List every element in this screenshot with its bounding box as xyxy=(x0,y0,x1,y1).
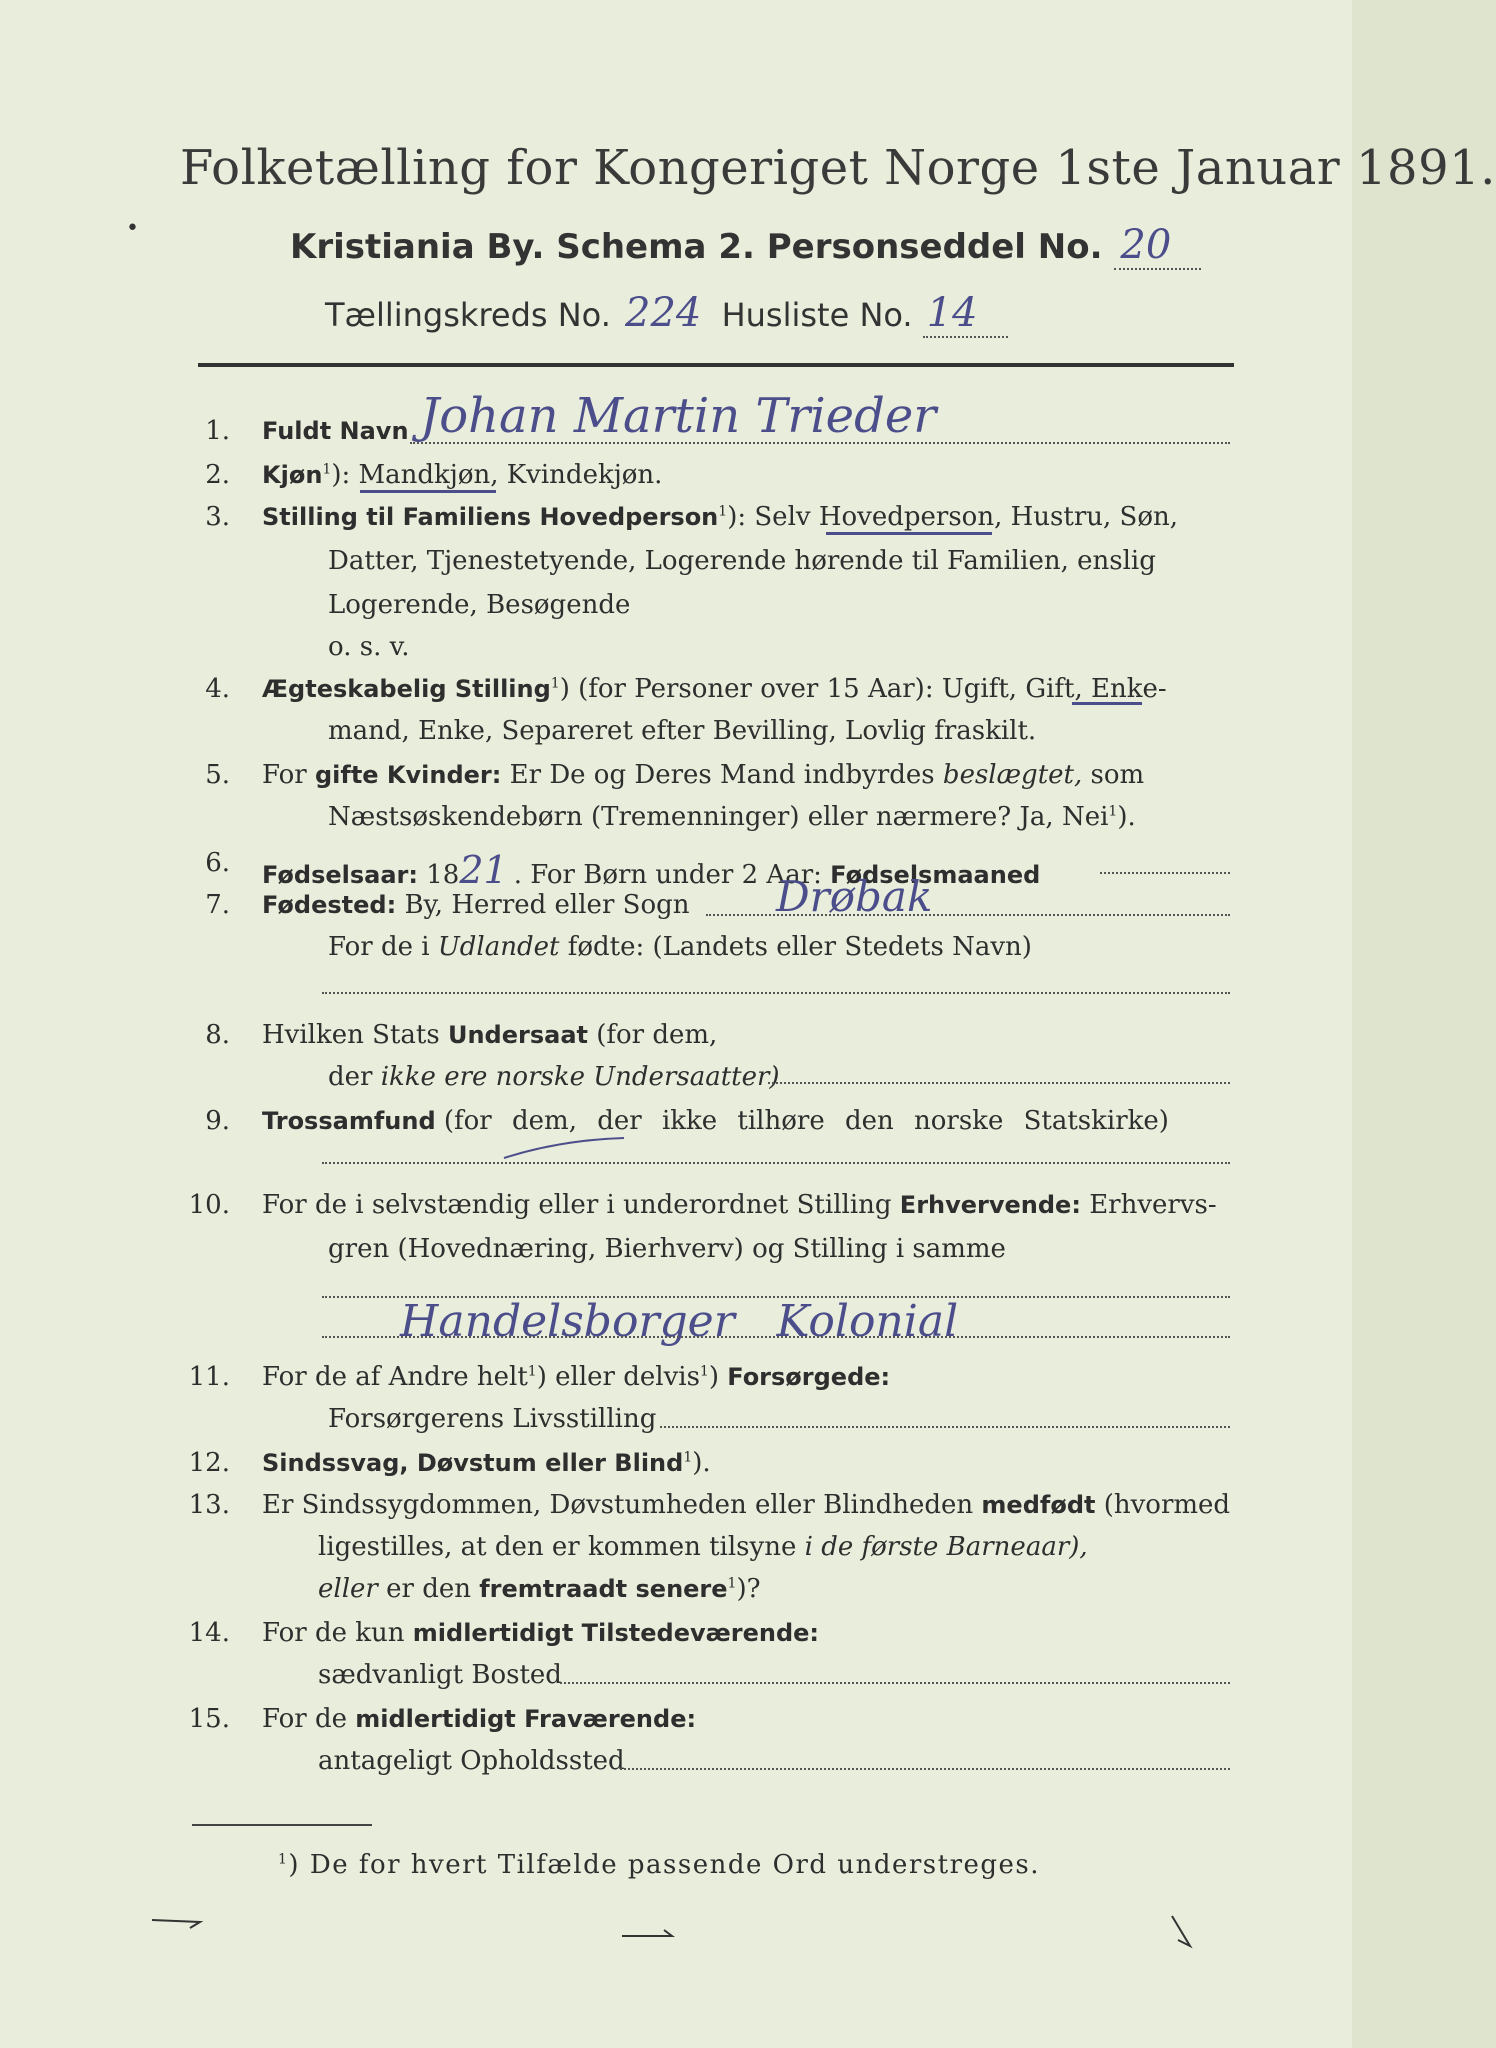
field-4-label: Ægteskabelig Stilling xyxy=(262,675,551,703)
field-13-label-2: fremtraadt senere xyxy=(479,1575,728,1603)
field-3-sup: 1 xyxy=(718,503,728,520)
field-10-line-1 xyxy=(262,1190,1217,1220)
field-6-label: Fødselsaar: xyxy=(262,861,418,889)
field-15-number: 15. xyxy=(188,1704,230,1734)
field-11-line xyxy=(660,1426,1230,1428)
field-5-sup: 1 xyxy=(1108,803,1118,820)
husliste-label: Husliste No. xyxy=(721,296,913,334)
field-10-line-2: gren (Hovednæring, Bierhverv) og Stilling i samme xyxy=(328,1234,1006,1264)
ink-mark-center xyxy=(620,1926,680,1946)
field-7-text-2b: Udlandet xyxy=(437,932,560,962)
field-5-text-1c: som xyxy=(1090,760,1145,790)
field-13-line-1 xyxy=(262,1490,1230,1520)
field-8-number: 8. xyxy=(205,1020,230,1050)
field-11-line-2: Forsørgerens Livsstilling xyxy=(328,1404,657,1434)
field-4-number: 4. xyxy=(205,674,230,704)
field-7-text-2c: fødte: (Landets eller Stedets Navn) xyxy=(567,932,1032,962)
field-15-line-2: antageligt Opholdssted xyxy=(318,1746,625,1776)
schema-line: Kristiania By. Schema 2. Personseddel No. xyxy=(290,227,1103,267)
field-13-text-3a: eller xyxy=(318,1574,378,1604)
field-11-number: 11. xyxy=(188,1362,230,1392)
field-6-text: . For Børn under 2 Aar: xyxy=(513,860,822,890)
kreds-number: 224 xyxy=(625,290,702,336)
field-12-sup: 1 xyxy=(683,1449,693,1466)
field-13-text-1a: Er Sindssygdommen, Døvstumheden eller Blindheden xyxy=(262,1490,974,1520)
field-11-text-1b: ) eller delvis xyxy=(536,1362,700,1392)
field-12: Sindssvag, Døvstum eller Blind$^1$). xyxy=(262,1448,711,1478)
husliste-number: 14 xyxy=(923,290,1008,338)
field-13-line-2 xyxy=(318,1532,1088,1562)
field-5-line-2: Næstsøskendebørn (Tremenninger) eller nærmere? Ja, Nei$^1$). xyxy=(328,802,1136,832)
field-9-text: (for dem, der ikke tilhøre den norske Statskirke) xyxy=(443,1106,1169,1136)
field-3-line-2: Datter, Tjenestetyende, Logerende hørende til Familien, enslig xyxy=(328,546,1156,576)
ink-mark-left xyxy=(150,1912,210,1932)
field-13-text-3c: ? xyxy=(746,1574,761,1604)
field-5-label: gifte Kvinder: xyxy=(314,761,502,789)
field-12-number: 12. xyxy=(188,1448,230,1478)
field-3-text-1: ): Selv Hovedperson, Hustru, Søn, xyxy=(727,502,1179,532)
field-13-sup: 1 xyxy=(727,1575,737,1592)
field-1 xyxy=(262,416,409,446)
field-14-line xyxy=(560,1682,1230,1684)
field-11-line-1: For de af Andre helt$^1$) eller delvis$^1$) Forsørgede: xyxy=(262,1362,891,1392)
field-3-line-4: o. s. v. xyxy=(328,632,410,662)
field-14-line-1 xyxy=(262,1618,819,1648)
field-4-underline xyxy=(1072,702,1142,705)
field-6-label-2: Fødselsmaaned xyxy=(830,861,1041,889)
field-11-sup-1: 1 xyxy=(527,1363,537,1380)
field-10-label: Erhvervende: xyxy=(899,1191,1081,1219)
footnote-text: De for hvert Tilfælde passende Ord understreges. xyxy=(309,1850,1041,1880)
field-9-dash-mark xyxy=(500,1134,630,1164)
field-2-text: ): Mandkjøn, Kvindekjøn. xyxy=(331,460,663,490)
full-name-value: Johan Martin Trieder xyxy=(420,388,937,444)
field-10-text-1a: For de i selvstændig eller i underordnet Stilling xyxy=(262,1190,892,1220)
kreds-line xyxy=(325,290,1008,336)
field-9-number: 9. xyxy=(205,1106,230,1136)
field-3-label: Stilling til Familiens Hovedperson xyxy=(262,503,719,531)
field-13-text-2a: ligestilles, at den er kommen tilsyne xyxy=(318,1532,797,1562)
field-10-text-1b: Erhvervs- xyxy=(1089,1190,1217,1220)
field-13-text-2b: i de første Barneaar), xyxy=(804,1532,1088,1562)
field-11-text-1a: For de af Andre helt xyxy=(262,1362,528,1392)
birthplace-value: Drøbak xyxy=(776,872,933,921)
field-9-line xyxy=(322,1162,1230,1164)
field-6-number: 6. xyxy=(205,848,230,878)
ink-mark-right xyxy=(1168,1912,1198,1952)
field-8-text-1b: (for dem, xyxy=(596,1020,718,1050)
kreds-label: Tællingskreds No. xyxy=(325,296,611,334)
field-15-line xyxy=(620,1768,1230,1770)
field-4-line-1 xyxy=(262,674,1167,704)
field-8-text-1a: Hvilken Stats xyxy=(262,1020,440,1050)
field-8-line xyxy=(768,1082,1230,1084)
field-13-label: medfødt xyxy=(981,1491,1096,1519)
birth-year-value: 21 xyxy=(459,848,508,892)
footnote-divider xyxy=(192,1824,372,1826)
field-14-label: midlertidigt Tilstedeværende: xyxy=(412,1619,820,1647)
field-7-label: Fødested: xyxy=(262,891,397,919)
field-5-prefix: For xyxy=(262,760,307,790)
ink-dot: • xyxy=(126,216,139,241)
field-4-text-1: ) (for Personer over 15 Aar): Ugift, Gift, Enke- xyxy=(559,674,1167,704)
field-5-text-2: Næstsøskendebørn (Tremenninger) eller nærmere? Ja, Nei xyxy=(328,802,1109,832)
field-13-text-1b: (hvormed xyxy=(1103,1490,1231,1520)
field-14-number: 14. xyxy=(188,1618,230,1648)
field-10-number: 10. xyxy=(188,1190,230,1220)
field-14-line-2: sædvanligt Bosted xyxy=(318,1660,562,1690)
field-3-line-1 xyxy=(262,502,1178,532)
field-5-line-1 xyxy=(262,760,1144,790)
field-2-label: Kjøn xyxy=(262,461,323,489)
field-15-label: midlertidigt Fraværende: xyxy=(355,1705,697,1733)
footnote-marker: 1 xyxy=(278,1851,289,1868)
field-4-line-2: mand, Enke, Separeret efter Bevilling, Lovlig fraskilt. xyxy=(328,716,1037,746)
field-8-text-2b: ikke ere norske Undersaatter) xyxy=(380,1062,780,1092)
field-8-line-1 xyxy=(262,1020,717,1050)
field-7-line-1 xyxy=(262,890,690,920)
field-8-line-2 xyxy=(328,1062,780,1092)
field-13-text-3b: er den xyxy=(386,1574,471,1604)
field-3-underline xyxy=(826,532,992,535)
field-12-label: Sindssvag, Døvstum eller Blind xyxy=(262,1449,684,1477)
field-1-line xyxy=(410,442,1230,444)
field-7-number: 7. xyxy=(205,890,230,920)
field-13-line-3: eller er den fremtraadt senere$^1$)? xyxy=(318,1574,761,1604)
field-5-text-1b: beslægtet, xyxy=(942,760,1083,790)
field-14-prefix: For de kun xyxy=(262,1618,405,1648)
field-15-prefix: For de xyxy=(262,1704,347,1734)
field-7-abroad-line xyxy=(322,992,1230,994)
field-3-number: 3. xyxy=(205,502,230,532)
field-4-sup: 1 xyxy=(550,675,560,692)
field-3-line-3: Logerende, Besøgende xyxy=(328,590,631,620)
field-7-line-2 xyxy=(328,932,1032,962)
field-1-number: 1. xyxy=(205,416,230,446)
header-divider xyxy=(198,363,1234,367)
field-5-text-1a: Er De og Deres Mand indbyrdes xyxy=(509,760,935,790)
field-2-underline xyxy=(360,490,496,493)
field-9-label: Trossamfund xyxy=(262,1107,436,1135)
field-2-number: 2. xyxy=(205,460,230,490)
field-1-label: Fuldt Navn xyxy=(262,417,409,445)
field-7-text-2a: For de i xyxy=(328,932,430,962)
field-9 xyxy=(262,1106,1169,1136)
field-2 xyxy=(262,460,662,490)
field-6-line xyxy=(1100,872,1230,874)
field-6-year-prefix: 18 xyxy=(426,860,460,890)
form-subtitle xyxy=(290,222,1201,268)
field-8-text-2a: der xyxy=(328,1062,373,1092)
field-11-sup-2: 1 xyxy=(699,1363,709,1380)
personseddel-number: 20 xyxy=(1114,222,1201,270)
field-2-sup: 1 xyxy=(322,461,332,478)
form-title: Folketælling for Kongeriget Norge 1ste Januar 1891. xyxy=(180,140,1496,196)
field-10-line-b xyxy=(322,1336,1230,1338)
field-8-label: Undersaat xyxy=(447,1021,588,1049)
field-13-number: 13. xyxy=(188,1490,230,1520)
footnote: $^1$) De for hvert Tilfælde passende Ord understreges. xyxy=(278,1850,1041,1880)
field-7-text-1: By, Herred eller Sogn xyxy=(404,890,690,920)
field-5-number: 5. xyxy=(205,760,230,790)
field-15-line-1 xyxy=(262,1704,696,1734)
occupation-value: Handelsborger Kolonial xyxy=(400,1296,959,1347)
field-11-label: Forsørgede: xyxy=(727,1363,891,1391)
